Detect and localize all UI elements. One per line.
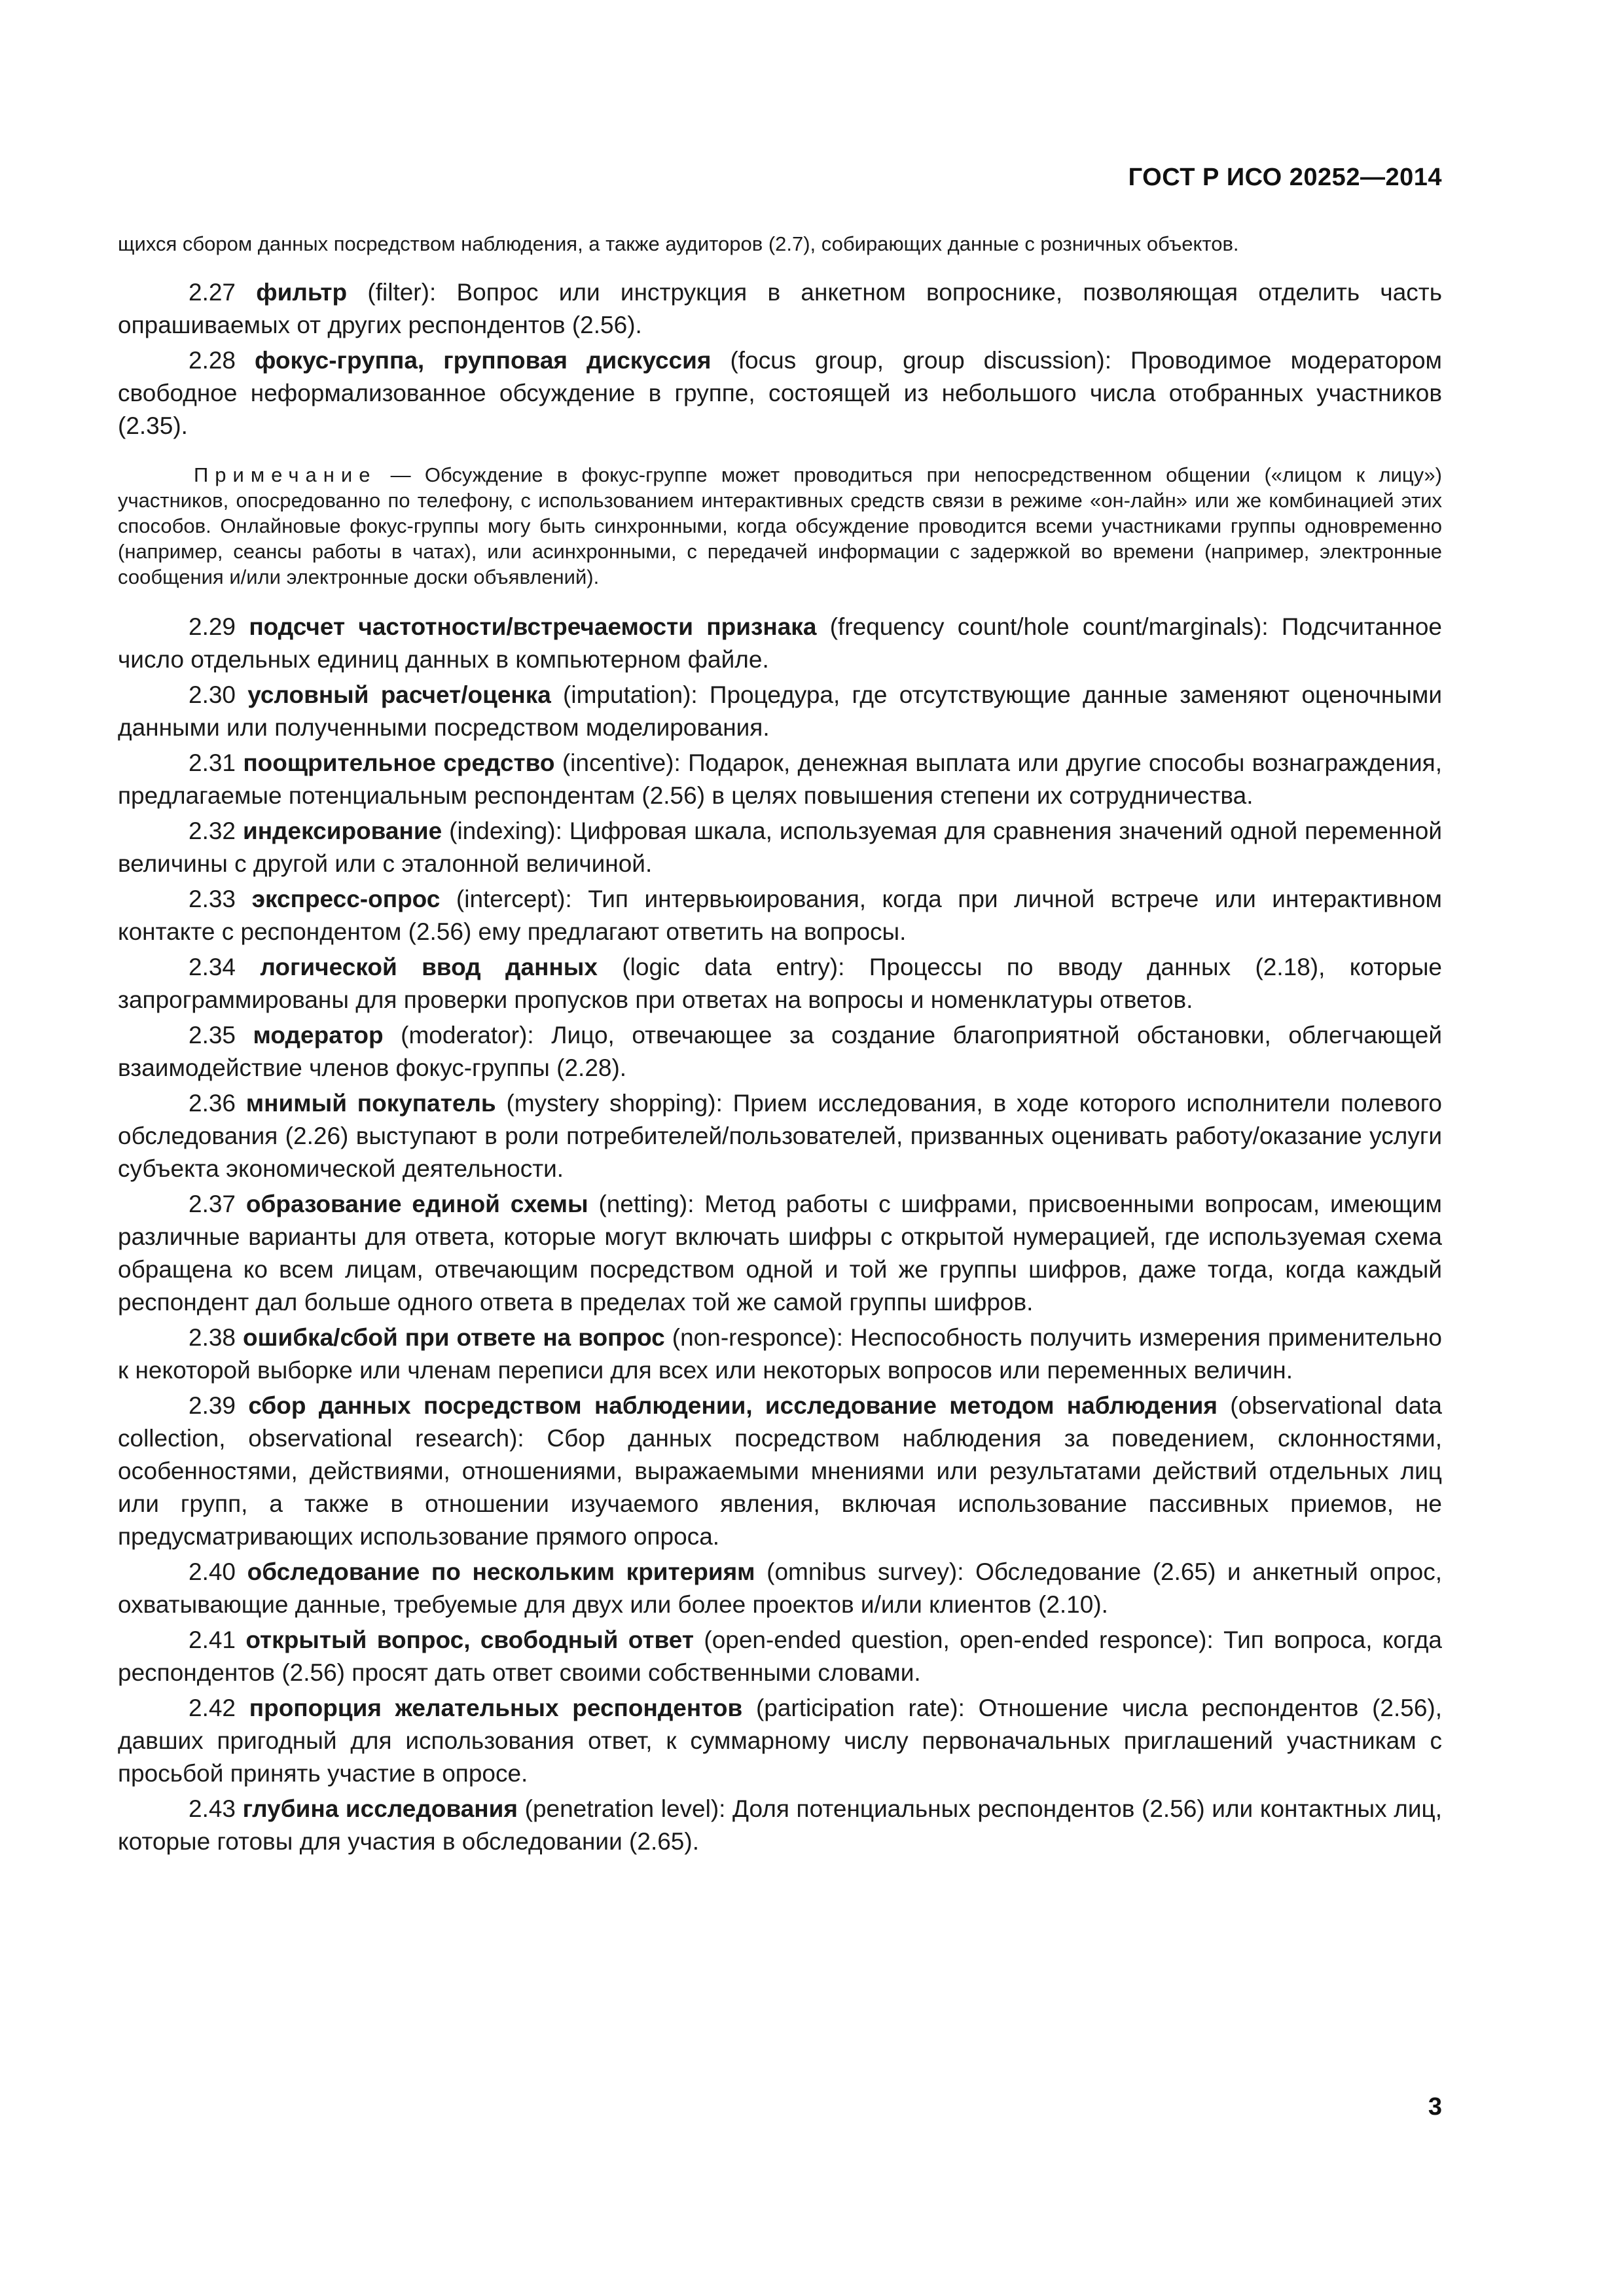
standard-designation: ГОСТ Р ИСО 20252—2014 — [1128, 164, 1442, 191]
entry-term: глубина исследования — [242, 1795, 518, 1822]
note-text: — Обсуждение в фокус-группе может проводиться при непосредственном общении («лицом к лицу») участников, опосредованно по телефону, с использованием интерактивных средств связи в режиме «он-лайн» или же комбинацией этих способов. Онлайновые фокус-группы могу быть синхронными, когда обсуждение проводится всеми участниками группы одновременно (например, сеансы работы в чатах), или асинхронными, с передачей информации с задержкой во времени (например, электронные сообщения и/или электронные доски объявлений). — [118, 463, 1442, 588]
term-entry-2-29 — [118, 611, 1442, 676]
term-entry-2-35 — [118, 1019, 1442, 1085]
term-entry-2-30 — [118, 679, 1442, 744]
entry-number: 2.35 — [189, 1022, 236, 1049]
entry-number: 2.30 — [189, 681, 236, 708]
entry-term: поощрительное средство — [243, 749, 555, 776]
term-entry-2-41 — [118, 1624, 1442, 1689]
term-entry-2-28 — [118, 344, 1442, 442]
term-entry-2-33 — [118, 883, 1442, 948]
entry-number: 2.33 — [189, 886, 236, 912]
entry-term: подсчет частотности/встречаемости признака — [249, 613, 817, 640]
entry-definition: (focus group, group discussion): Проводимое модератором свободное неформализованное обсуждение в группе, состоящей из небольшого числа отобранных участников (2.35). — [118, 347, 1442, 439]
entry-definition: (incentive): Подарок, денежная выплата или другие способы вознаграждения, предлагаемые потенциальным респондентам (2.56) в целях повышения степени их сотрудничества. — [118, 749, 1443, 809]
entry-term: ошибка/сбой при ответе на вопрос — [243, 1324, 665, 1351]
entry-term: пропорция желательных респондентов — [249, 1695, 743, 1721]
note-label: Примечание — [194, 463, 377, 486]
note-paragraph — [118, 462, 1442, 590]
entry-number: 2.34 — [189, 954, 236, 980]
term-entry-2-31 — [118, 747, 1442, 812]
continuation-paragraph: щихся сбором данных посредством наблюдения, а также аудиторов (2.7), собирающих данные с розничных объектов. — [118, 232, 1239, 255]
entry-definition: (penetration level): Доля потенциальных респондентов (2.56) или контактных лиц, которые готовы для участия в обследовании (2.65). — [118, 1795, 1443, 1855]
term-entry-2-42 — [118, 1692, 1442, 1790]
entry-number: 2.43 — [189, 1795, 236, 1822]
entry-definition: (frequency count/hole count/marginals): Подсчитанное число отдельных единиц данных в компьютерном файле. — [118, 613, 1443, 673]
term-entry-2-38 — [118, 1321, 1442, 1387]
entry-definition: (participation rate): Отношение числа респондентов (2.56), давших пригодный для использования ответ, к суммарному числу первоначальных приглашений участникам с просьбой принять участие в опросе. — [118, 1695, 1443, 1787]
entry-definition: (moderator): Лицо, отвечающее за создание благоприятной обстановки, облегчающей взаимодействие членов фокус-группы (2.28). — [118, 1022, 1443, 1081]
term-entry-2-39 — [118, 1390, 1442, 1553]
term-entry-2-32 — [118, 815, 1442, 880]
term-entry-2-40 — [118, 1556, 1442, 1621]
entry-number: 2.39 — [189, 1392, 236, 1419]
entry-number: 2.32 — [189, 817, 236, 844]
entry-term: экспресс-опрос — [251, 886, 441, 912]
term-entry-2-27 — [118, 276, 1442, 342]
entry-definition: (mystery shopping): Прием исследования, в ходе которого исполнители полевого обследования (2.26) выступают в роли потребителей/пользователей, призванных оценивать работу/оказание услуги субъекта экономической деятельности. — [118, 1090, 1442, 1182]
entry-definition: (indexing): Цифровая шкала, используемая для сравнения значений одной переменной величины с другой или с эталонной величиной. — [118, 817, 1443, 877]
entry-term: открытый вопрос, свободный ответ — [245, 1626, 695, 1653]
entry-number: 2.42 — [189, 1695, 236, 1721]
entry-number: 2.38 — [189, 1324, 236, 1351]
entry-term: логической ввод данных — [260, 954, 598, 980]
entry-definition: (netting): Метод работы с шифрами, присвоенными вопросам, имеющим различные варианты для ответа, которые могут включать шифры с открытой нумерацией, где используемая схема обращена ко всем лицам, отвечающим посредством одной и той же группы шифров, даже тогда, когда каждый респондент дал больше одного ответа в пределах той же самой группы шифров. — [118, 1191, 1442, 1316]
entry-term: обследование по нескольким критериям — [247, 1558, 755, 1585]
entry-number: 2.28 — [189, 347, 236, 374]
entry-number: 2.41 — [189, 1626, 236, 1653]
entry-term: фокус-группа, групповая дискуссия — [255, 347, 712, 374]
entry-number: 2.27 — [189, 279, 236, 306]
entry-definition: (filter): Вопрос или инструкция в анкетном вопроснике, позволяющая отделить часть опрашиваемых от других респондентов (2.56). — [118, 279, 1443, 338]
entry-term: фильтр — [256, 279, 348, 306]
entry-number: 2.31 — [189, 749, 236, 776]
entry-number: 2.37 — [189, 1191, 236, 1217]
entry-definition: (non-responce): Неспособность получить измерения применительно к некоторой выборке или членам переписи для всех или некоторых вопросов или переменных величин. — [118, 1324, 1442, 1384]
entry-definition: (open-ended question, open-ended responce): Тип вопроса, когда респондентов (2.56) просят дать ответ своими собственными словами. — [118, 1626, 1443, 1686]
page-number: 3 — [1428, 2093, 1442, 2121]
entry-definition: (observational data collection, observational research): Сбор данных посредством наблюдения за поведением, склонностями, особенностями, действиями, отношениями, выражаемыми мнениями или результатами действий отдельных лиц или групп, а также в отношении изучаемого явления, включая использование пассивных приемов, не предусматривающих использование прямого опроса. — [118, 1392, 1443, 1550]
term-entry-2-34 — [118, 951, 1442, 1016]
entry-term: модератор — [253, 1022, 384, 1049]
entry-definition: (logic data entry): Процессы по вводу данных (2.18), которые запрограммированы для проверки пропусков при ответах на вопросы и номенклатуры ответов. — [118, 954, 1442, 1013]
entry-term: условный расчет/оценка — [247, 681, 551, 708]
entry-number: 2.40 — [189, 1558, 236, 1585]
entry-term: образование единой схемы — [245, 1191, 588, 1217]
term-entry-2-36 — [118, 1087, 1442, 1185]
entry-number: 2.36 — [189, 1090, 236, 1117]
entry-definition: (intercept): Тип интервьюирования, когда при личной встрече или интерактивном контакте с респондентом (2.56) ему предлагают ответить на вопросы. — [118, 886, 1442, 945]
entry-term: индексирование — [242, 817, 442, 844]
entry-definition: (omnibus survey): Обследование (2.65) и анкетный опрос, охватывающие данные, требуемые для двух или более проектов и/или клиентов (2.10). — [118, 1558, 1442, 1618]
entry-term: сбор данных посредством наблюдении, исследование методом наблюдения — [248, 1392, 1218, 1419]
term-entry-2-43 — [118, 1793, 1442, 1858]
term-entry-2-37 — [118, 1188, 1442, 1319]
text-body — [118, 230, 1442, 1861]
entry-number: 2.29 — [189, 613, 236, 640]
entry-definition: (imputation): Процедура, где отсутствующие данные заменяют оценочными данными или полученными посредством моделирования. — [118, 681, 1442, 741]
entry-term: мнимый покупатель — [245, 1090, 496, 1117]
